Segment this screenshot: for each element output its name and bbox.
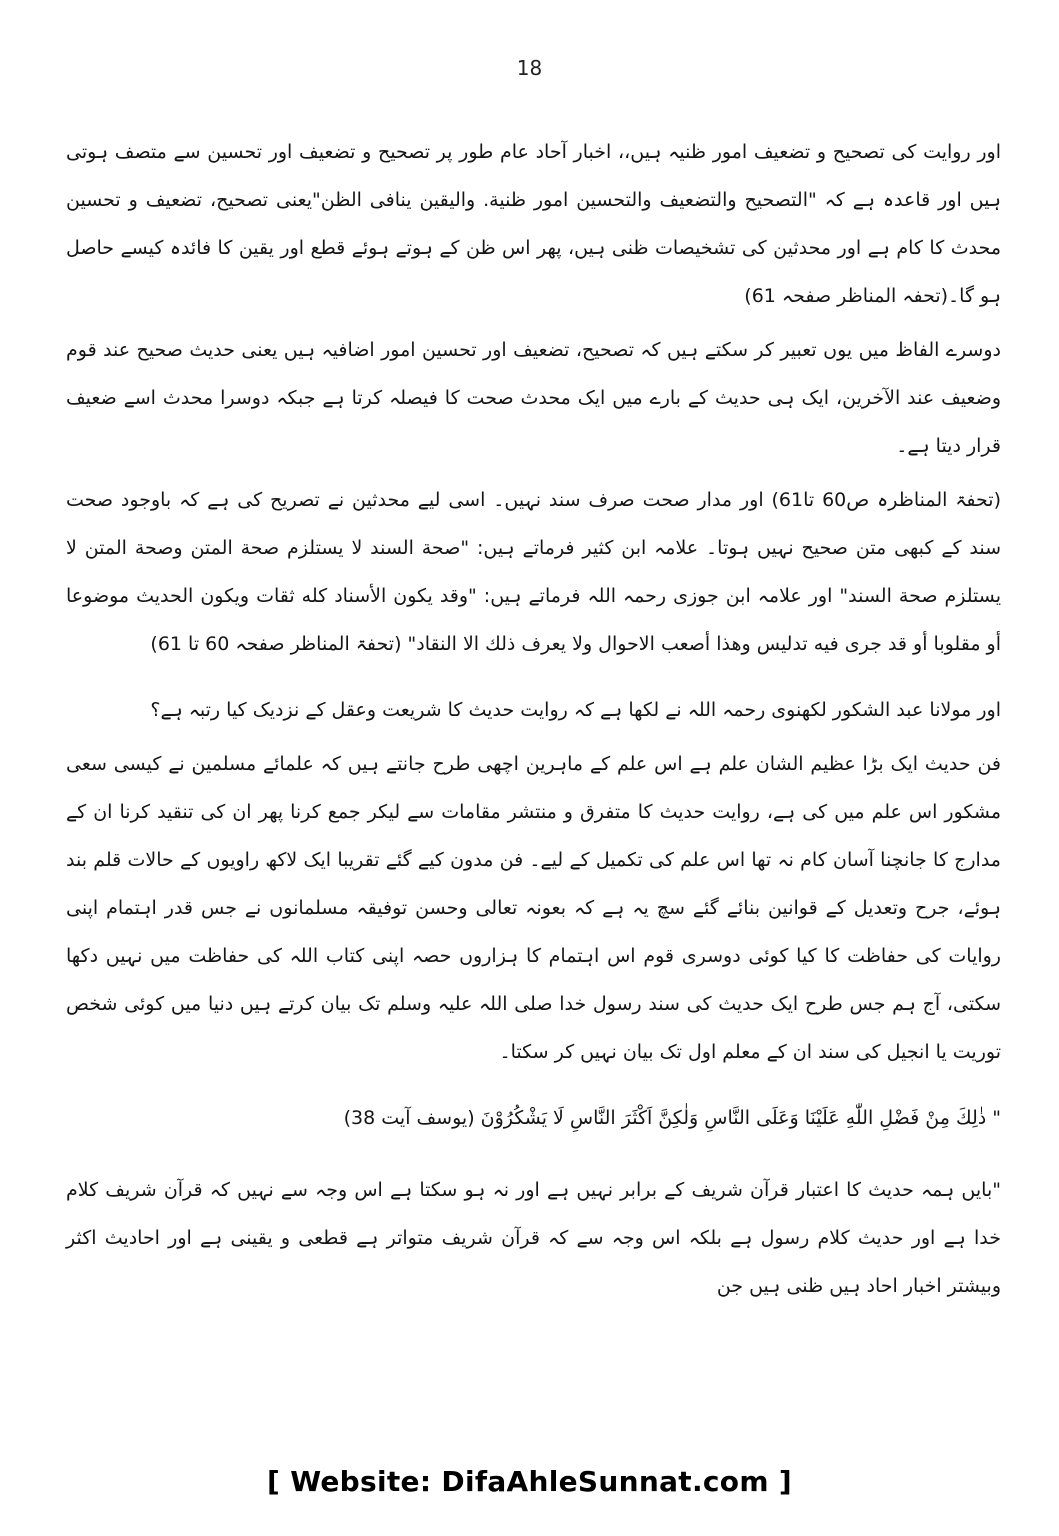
quran-verse: " ذٰلِكَ مِنْ فَضْلِ اللّٰهِ عَلَيْنَا وَعَلَى النَّاسِ وَلٰكِنَّ اَكْثَرَ النَّاسِ لَا يَشْكُرُوْنَ (یوسف آیت 38) <box>343 1107 1001 1129</box>
paragraph-4: اور مولانا عبد الشکور لکھنوی رحمہ اللہ نے لکھا ہے کہ روایت حدیث کا شریعت وعقل کے نزدیک کیا رتبہ ہے؟ <box>150 699 1001 721</box>
page-number: 18 <box>516 56 543 80</box>
paragraph-7: "بایں ہمہ حدیث کا اعتبار قرآن شریف کے برابر نہیں ہے اور نہ ہو سکتا ہے اس وجہ سے نہیں کہ قرآن شریف کلام خدا ہے اور حدیث کلام رسول ہے بلکہ اس وجہ سے کہ قرآن شریف متواتر ہے قطعی و یقینی ہے اور احادیث اکثر وبیشتر اخبار احاد ہیں ظنی ہیں جن <box>66 1179 1001 1297</box>
paragraph-5: فن حدیث ایک بڑا عظیم الشان علم ہے اس علم کے ماہرین اچھی طرح جانتے ہیں کہ علمائے مسلمین نے کیسی سعی مشکور اس علم میں کی ہے، روایت حدیث کا متفرق و منتشر مقامات سے لیکر جمع کرنا پھر ان کی تنقید کرنا ان کے مدارج کا جانچنا آسان کام نہ تھا اس علم کی تکمیل کے لیے۔ فن مدون کیے گئے تقریبا ایک لاکھ راویوں کے حالات قلم بند ہوئے، جرح وتعدیل کے قوانین بنائے گئے سچ یہ ہے کہ بعونہ تعالی وحسن توفیقہ مسلمانوں نے جس قدر اہتمام اپنی روایات کی حفاظت کا کیا کوئی دوسری قوم اس اہتمام کا ہزاروں حصہ اپنی کتاب اللہ کی حفاظت میں نہیں دکھا سکتی، آج ہم جس طرح ایک حدیث کی سند رسول خدا صلی اللہ علیہ وسلم تک بیان کرتے ہیں دنیا میں کوئی شخص توریت یا انجیل کی سند ان کے معلم اول تک بیان نہیں کر سکتا۔ <box>66 753 1001 1063</box>
paragraph-2: دوسرے الفاظ میں یوں تعبیر کر سکتے ہیں کہ تصحیح، تضعیف اور تحسین امور اضافیہ ہیں یعنی حدیث صحیح عند قوم وضعیف عند الآخرین، ایک ہی حدیث کے بارے میں ایک محدث صحت کا فیصلہ کرتا ہے جبکہ دوسرا محدث اسے ضعیف قرار دیتا ہے۔ <box>66 339 1001 457</box>
page-body <box>66 128 1001 1310</box>
paragraph-1: اور روایت کی تصحیح و تضعیف امور ظنیہ ہیں،، اخبار آحاد عام طور پر تصحیح و تضعیف اور تحسین سے متصف ہوتی ہیں اور قاعدہ ہے کہ "التصحیح والتضعیف والتحسین امور ظنیة. والیقین ینافی الظن"یعنی تصحیح، تضعیف و تحسین محدث کا کام ہے اور محدثین کی تشخیصات ظنی ہیں، پھر اس ظن کے ہوتے ہوئے قطع اور یقین کا فائدہ کیسے حاصل ہو گا۔(تحفہ المناظر صفحہ 61) <box>66 141 1001 307</box>
website-footer: [ Website: DifaAhleSunnat.com ] <box>267 1465 792 1498</box>
paragraph-3: (تحفۃ المناظرہ ص60 تا61) اور مدار صحت صرف سند نہیں۔ اسی لیے محدثین نے تصریح کی ہے کہ باوجود صحت سند کے کبھی متن صحیح نہیں ہوتا۔ علامہ ابن کثیر فرماتے ہیں: "صحة السند لا یستلزم صحة المتن وصحة المتن لا یستلزم صحة السند" اور علامہ ابن جوزی رحمہ اللہ فرماتے ہیں: "وقد یکون الأسناد کله ثقات ویکون الحدیث موضوعا أو مقلوبا أو قد جری فیه تدلیس وهذا أصعب الاحوال ولا یعرف ذلك الا النقاد" (تحفۃ المناظر صفحہ 60 تا 61) <box>66 489 1001 655</box>
